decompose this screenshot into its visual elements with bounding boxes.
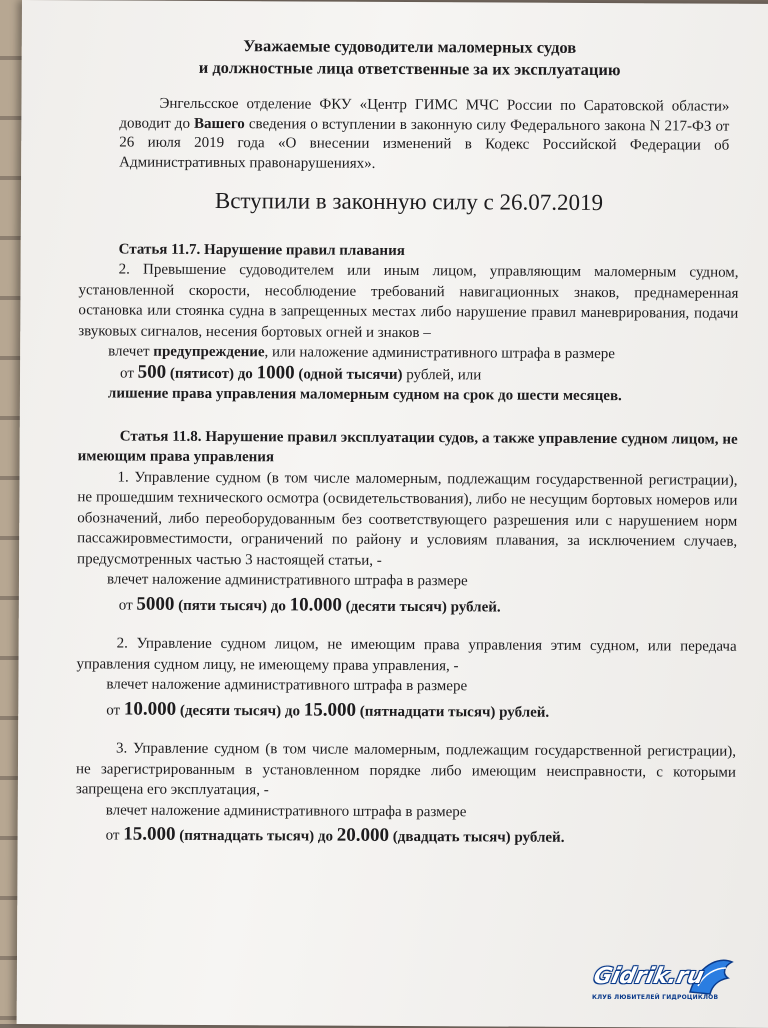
watermark-tagline: КЛУБ ЛЮБИТЕЛЕЙ ГИДРОЦИКЛОВ <box>592 994 719 1001</box>
amount-from-words: (пяти тысяч) до <box>174 597 290 614</box>
watermark-brand: Gidrik.ru <box>591 964 706 989</box>
amount-range <box>136 593 501 616</box>
article-11-8-part-2-amount <box>106 699 736 724</box>
amount-post: рублей, или <box>402 366 482 383</box>
amount-pre: от <box>105 827 124 844</box>
intro-text-2: сведения о вступлении в законную силу Федерального закона N 217-ФЗ от 26 июля 2019 года «О внесении изменений в Кодекс Российской Федерации об Административных правонарушениях». <box>119 115 730 172</box>
amount-to: 10.000 <box>289 593 342 616</box>
article-11-8-part-1-amount <box>119 594 737 619</box>
article-11-8-part-2-penalty: влечет наложение административного штрафа в размере <box>106 676 468 695</box>
amount-from-words: (десяти тысяч) до <box>176 702 304 719</box>
article-11-8-part-1-penalty: влечет наложение административного штрафа в размере <box>106 571 468 590</box>
amount-from: 5000 <box>136 593 175 615</box>
amount-to-words: (десяти тысяч) рублей. <box>341 598 501 616</box>
document-sheet <box>17 0 768 1028</box>
document-title <box>80 34 740 81</box>
amount-range <box>137 361 403 383</box>
article-11-8-part-1-text: 1. Управление судном (в том числе маломерным, подлежащим государственной регистрации), не прошедшим технического осмотра (освидетельствования), либо не несущим бортовых номеров или обозначений, либо переоборудованным без соответствующего разрешения или с нарушением норм пассажировместимости, ограничений по району и условиям плавания, за исключением случаев, предусмотренных частью 3 настоящей статьи, - <box>77 469 738 569</box>
title-line-2: и должностные лица ответственные за их эксплуатацию <box>198 57 621 80</box>
article-11-7-text: 2. Превышение судоводителем или иным лицом, управляющим маломерным судном, установленной скорости, несоблюдение требований навигационных знаков, преднамеренная остановка или стоянка судна в запрещенных местах либо нарушение правил маневрирования, подачи звуковых сигналов, несения бортовых огней и знаков – <box>78 261 739 341</box>
article-11-7-heading: Статья 11.7. Нарушение правил плавания <box>118 241 405 259</box>
penalty-text-b: , или наложение административного штрафа в размере <box>264 344 615 363</box>
amount-to: 20.000 <box>336 824 390 846</box>
article-11-8-part-2-text: 2. Управление судном лицом, не имеющим права управления этим судном, или передача управления судном лицу, не имеющему права управления, - <box>76 635 737 674</box>
amount-from: 500 <box>137 361 167 383</box>
amount-pre: от <box>118 597 137 614</box>
article-11-8-part-3-amount <box>106 824 736 849</box>
gidrik-watermark-logo <box>586 954 736 1010</box>
amount-range <box>123 698 550 721</box>
intro-paragraph <box>119 95 729 176</box>
intro-bold-word: Вашего <box>194 115 245 132</box>
article-11-8-part-3-text: 3. Управление судном (в том числе маломерным, подлежащим государственной регистрации), не зарегистрированным в установленном порядке либо имеющим неисправности, с которыми запрещена его эксплуатация, - <box>75 740 737 799</box>
article-11-8-part-3-penalty: влечет наложение административного штрафа в размере <box>105 801 467 820</box>
amount-to-words: (одной тысячи) <box>294 365 403 383</box>
penalty-text-a: влечет <box>108 343 154 360</box>
amount-to: 1000 <box>256 361 295 383</box>
amount-from-words: (пятисот) до <box>166 365 257 382</box>
amount-to: 15.000 <box>303 698 357 721</box>
title-line-1: Уважаемые судоводители маломерных судов <box>243 36 577 57</box>
amount-pre: от <box>106 701 124 719</box>
amount-pre: от <box>120 365 138 382</box>
amount-from: 10.000 <box>123 698 177 720</box>
amount-range <box>123 823 565 846</box>
amount-from-words: (пятнадцать тысяч) до <box>175 827 337 845</box>
article-11-8-heading: Статья 11.8. Нарушение правил эксплуатации судов, а также управление судном лицом, не имеющим права управления <box>77 428 738 466</box>
amount-from: 15.000 <box>123 823 176 845</box>
penalty-warning: предупреждение <box>153 343 265 361</box>
amount-to-words: (двадцать тысяч) рублей. <box>389 828 565 846</box>
intro-text-1: Энгельсское отделение ФКУ «Центр ГИМС МЧС России по Саратовской области» доводит до <box>119 95 730 132</box>
main-heading: Вступили в законную силу с 26.07.2019 <box>214 188 604 216</box>
article-11-7-deprivation: лишение права управления маломерным судном на срок до шести месяцев. <box>107 385 622 405</box>
document-content <box>76 34 740 849</box>
article-11-7-penalty <box>108 341 738 365</box>
amount-to-words: (пятнадцати тысяч) рублей. <box>355 703 550 721</box>
